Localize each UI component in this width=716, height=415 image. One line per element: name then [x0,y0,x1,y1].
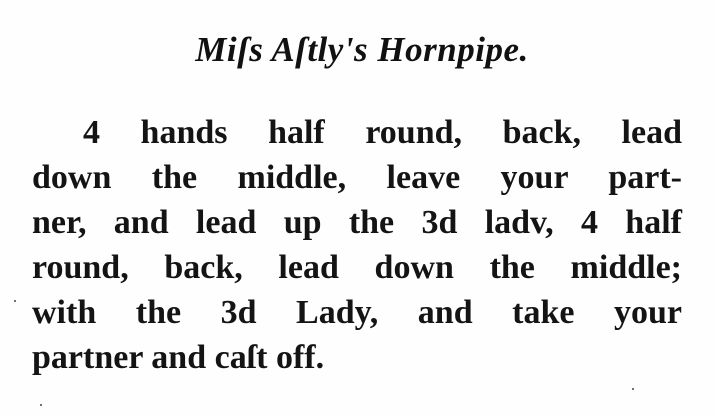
instruction-line: ner, and lead up the 3d ladv, 4 half [32,204,682,241]
ink-speck [40,404,42,406]
dance-title: Miſs Aſtly's Hornpipe. [195,30,529,69]
instruction-line: partner and caſt off. [32,339,325,376]
ink-speck [14,300,16,302]
ink-speck [632,388,634,390]
instruction-line: with the 3d Lady, and take your [32,294,682,331]
instruction-line: 4 hands half round, back, lead [83,114,682,151]
instruction-line: down the middle, leave your part- [32,159,682,196]
dance-instructions [32,110,682,380]
instruction-line: round, back, lead down the middle; [32,249,682,286]
